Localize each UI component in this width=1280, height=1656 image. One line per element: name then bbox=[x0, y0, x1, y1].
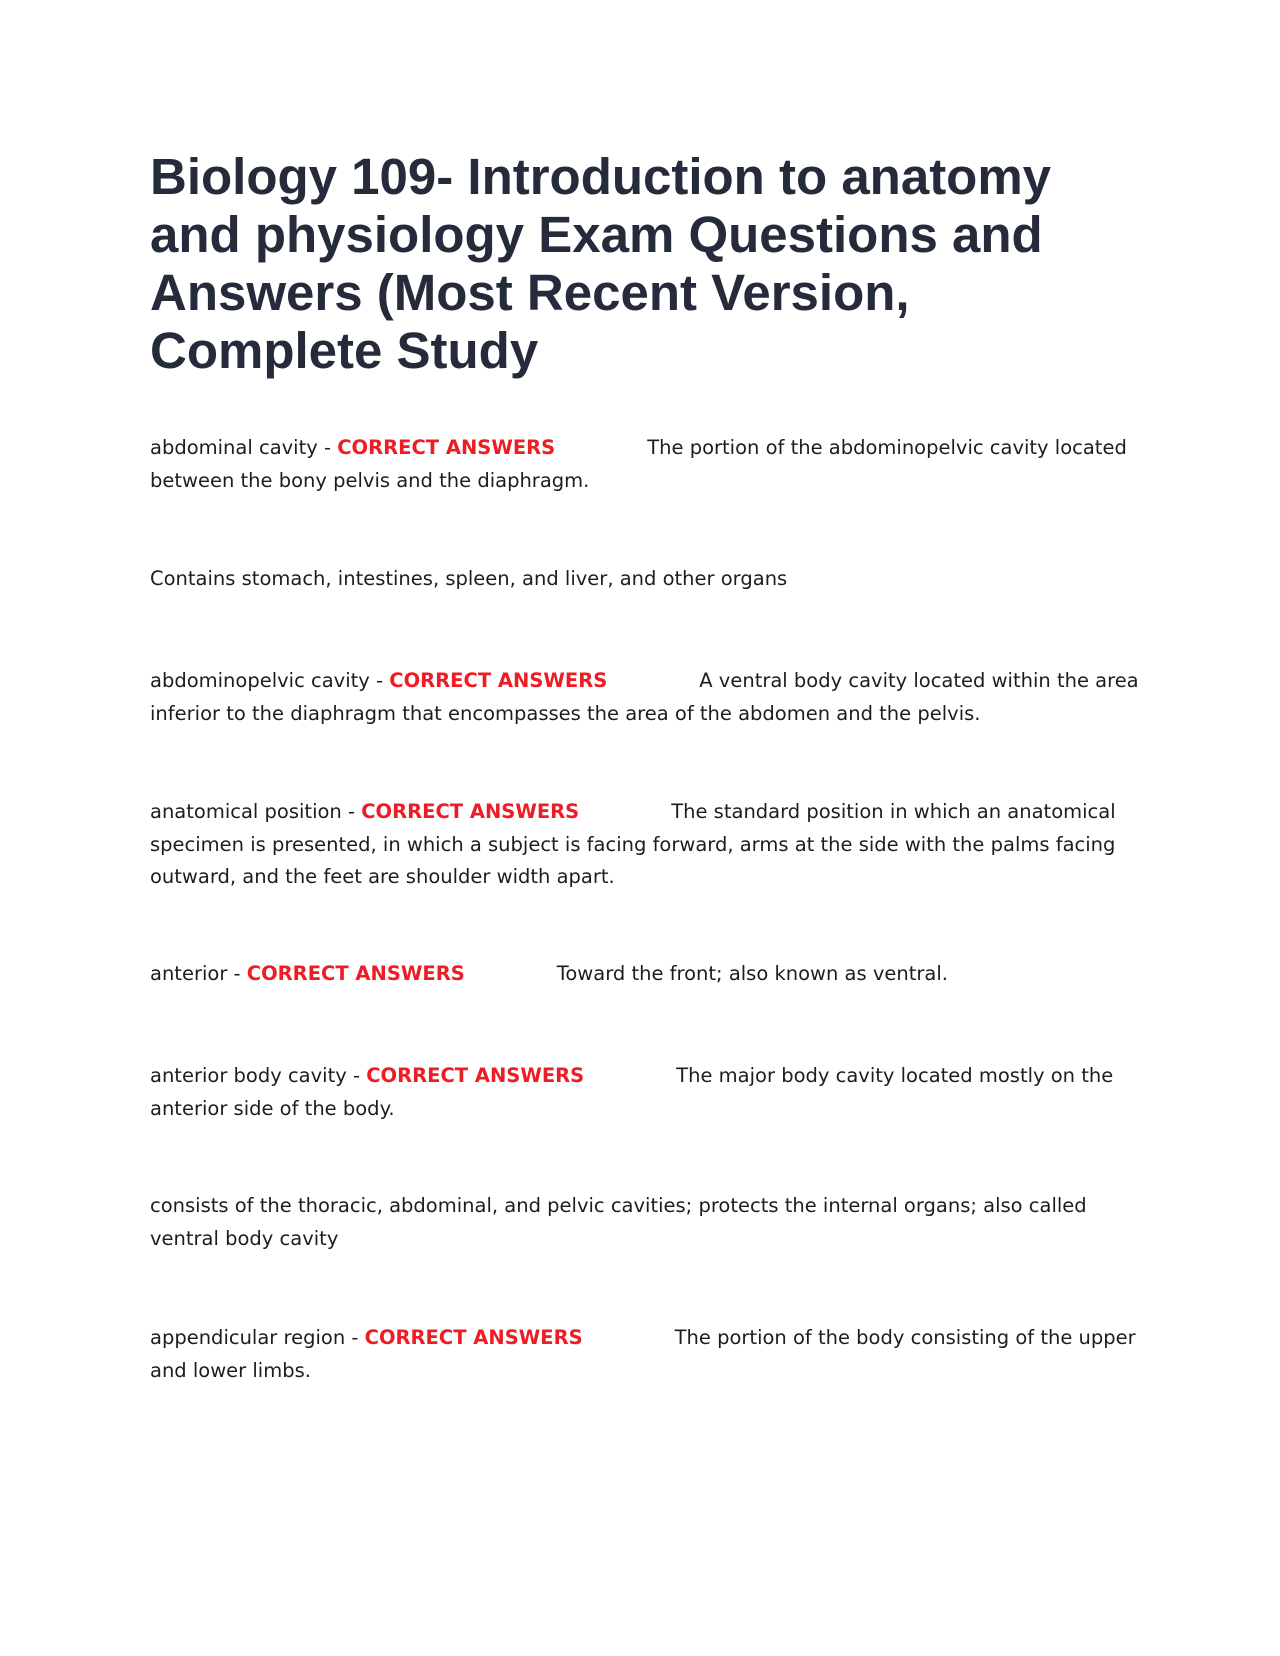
entry-term: abdominopelvic cavity bbox=[150, 669, 370, 692]
entry-separator: - bbox=[369, 669, 390, 692]
entry-note: consists of the thoracic, abdominal, and pelvic cavities; protects the internal organs; also called ventral body cavity bbox=[150, 1194, 1087, 1250]
entry-term: anterior body cavity bbox=[150, 1064, 347, 1087]
entry-definition: The portion of the body consisting of the upper and lower limbs. bbox=[150, 1326, 1136, 1382]
correct-answers-label: CORRECT ANSWERS bbox=[337, 436, 556, 459]
correct-answers-label: CORRECT ANSWERS bbox=[364, 1326, 583, 1349]
entry-separator: - bbox=[317, 436, 338, 459]
qa-entry bbox=[150, 1322, 1150, 1387]
entry-definition: A ventral body cavity located within the area inferior to the diaphragm that encompasses the area of the abdomen and the pelvis. bbox=[150, 669, 1139, 725]
entry-separator: - bbox=[345, 1326, 365, 1349]
qa-entry bbox=[150, 796, 1150, 894]
qa-entry bbox=[150, 432, 1150, 497]
entry-term: anatomical position bbox=[150, 800, 342, 823]
entry-definition: The major body cavity located mostly on the anterior side of the body. bbox=[150, 1064, 1114, 1120]
entry-term: abdominal cavity bbox=[150, 436, 318, 459]
entry-separator: - bbox=[227, 962, 247, 985]
qa-entry bbox=[150, 958, 1150, 991]
document-title: Biology 109- Introduction to anatomy and physiology Exam Questions and Answers (Most Recent Version, Complete Study bbox=[150, 148, 1052, 379]
entry-definition: The portion of the abdominopelvic cavity located between the bony pelvis and the diaphragm. bbox=[150, 436, 1127, 492]
correct-answers-label: CORRECT ANSWERS bbox=[246, 962, 465, 985]
entry-separator: - bbox=[341, 800, 362, 823]
entry-separator: - bbox=[346, 1064, 367, 1087]
qa-entry bbox=[150, 665, 1150, 730]
entry-term: appendicular region bbox=[150, 1326, 346, 1349]
entry-term: anterior bbox=[150, 962, 228, 985]
entry-definition: The standard position in which an anatomical specimen is presented, in which a subject is facing forward, arms at the side with the palms facing outward, and the feet are shoulder width apart. bbox=[150, 800, 1116, 888]
entry-note: Contains stomach, intestines, spleen, and liver, and other organs bbox=[150, 567, 788, 590]
correct-answers-label: CORRECT ANSWERS bbox=[366, 1064, 585, 1087]
qa-entry bbox=[150, 1060, 1150, 1125]
correct-answers-label: CORRECT ANSWERS bbox=[389, 669, 608, 692]
entry-definition: Toward the front; also known as ventral. bbox=[556, 962, 948, 985]
correct-answers-label: CORRECT ANSWERS bbox=[361, 800, 580, 823]
